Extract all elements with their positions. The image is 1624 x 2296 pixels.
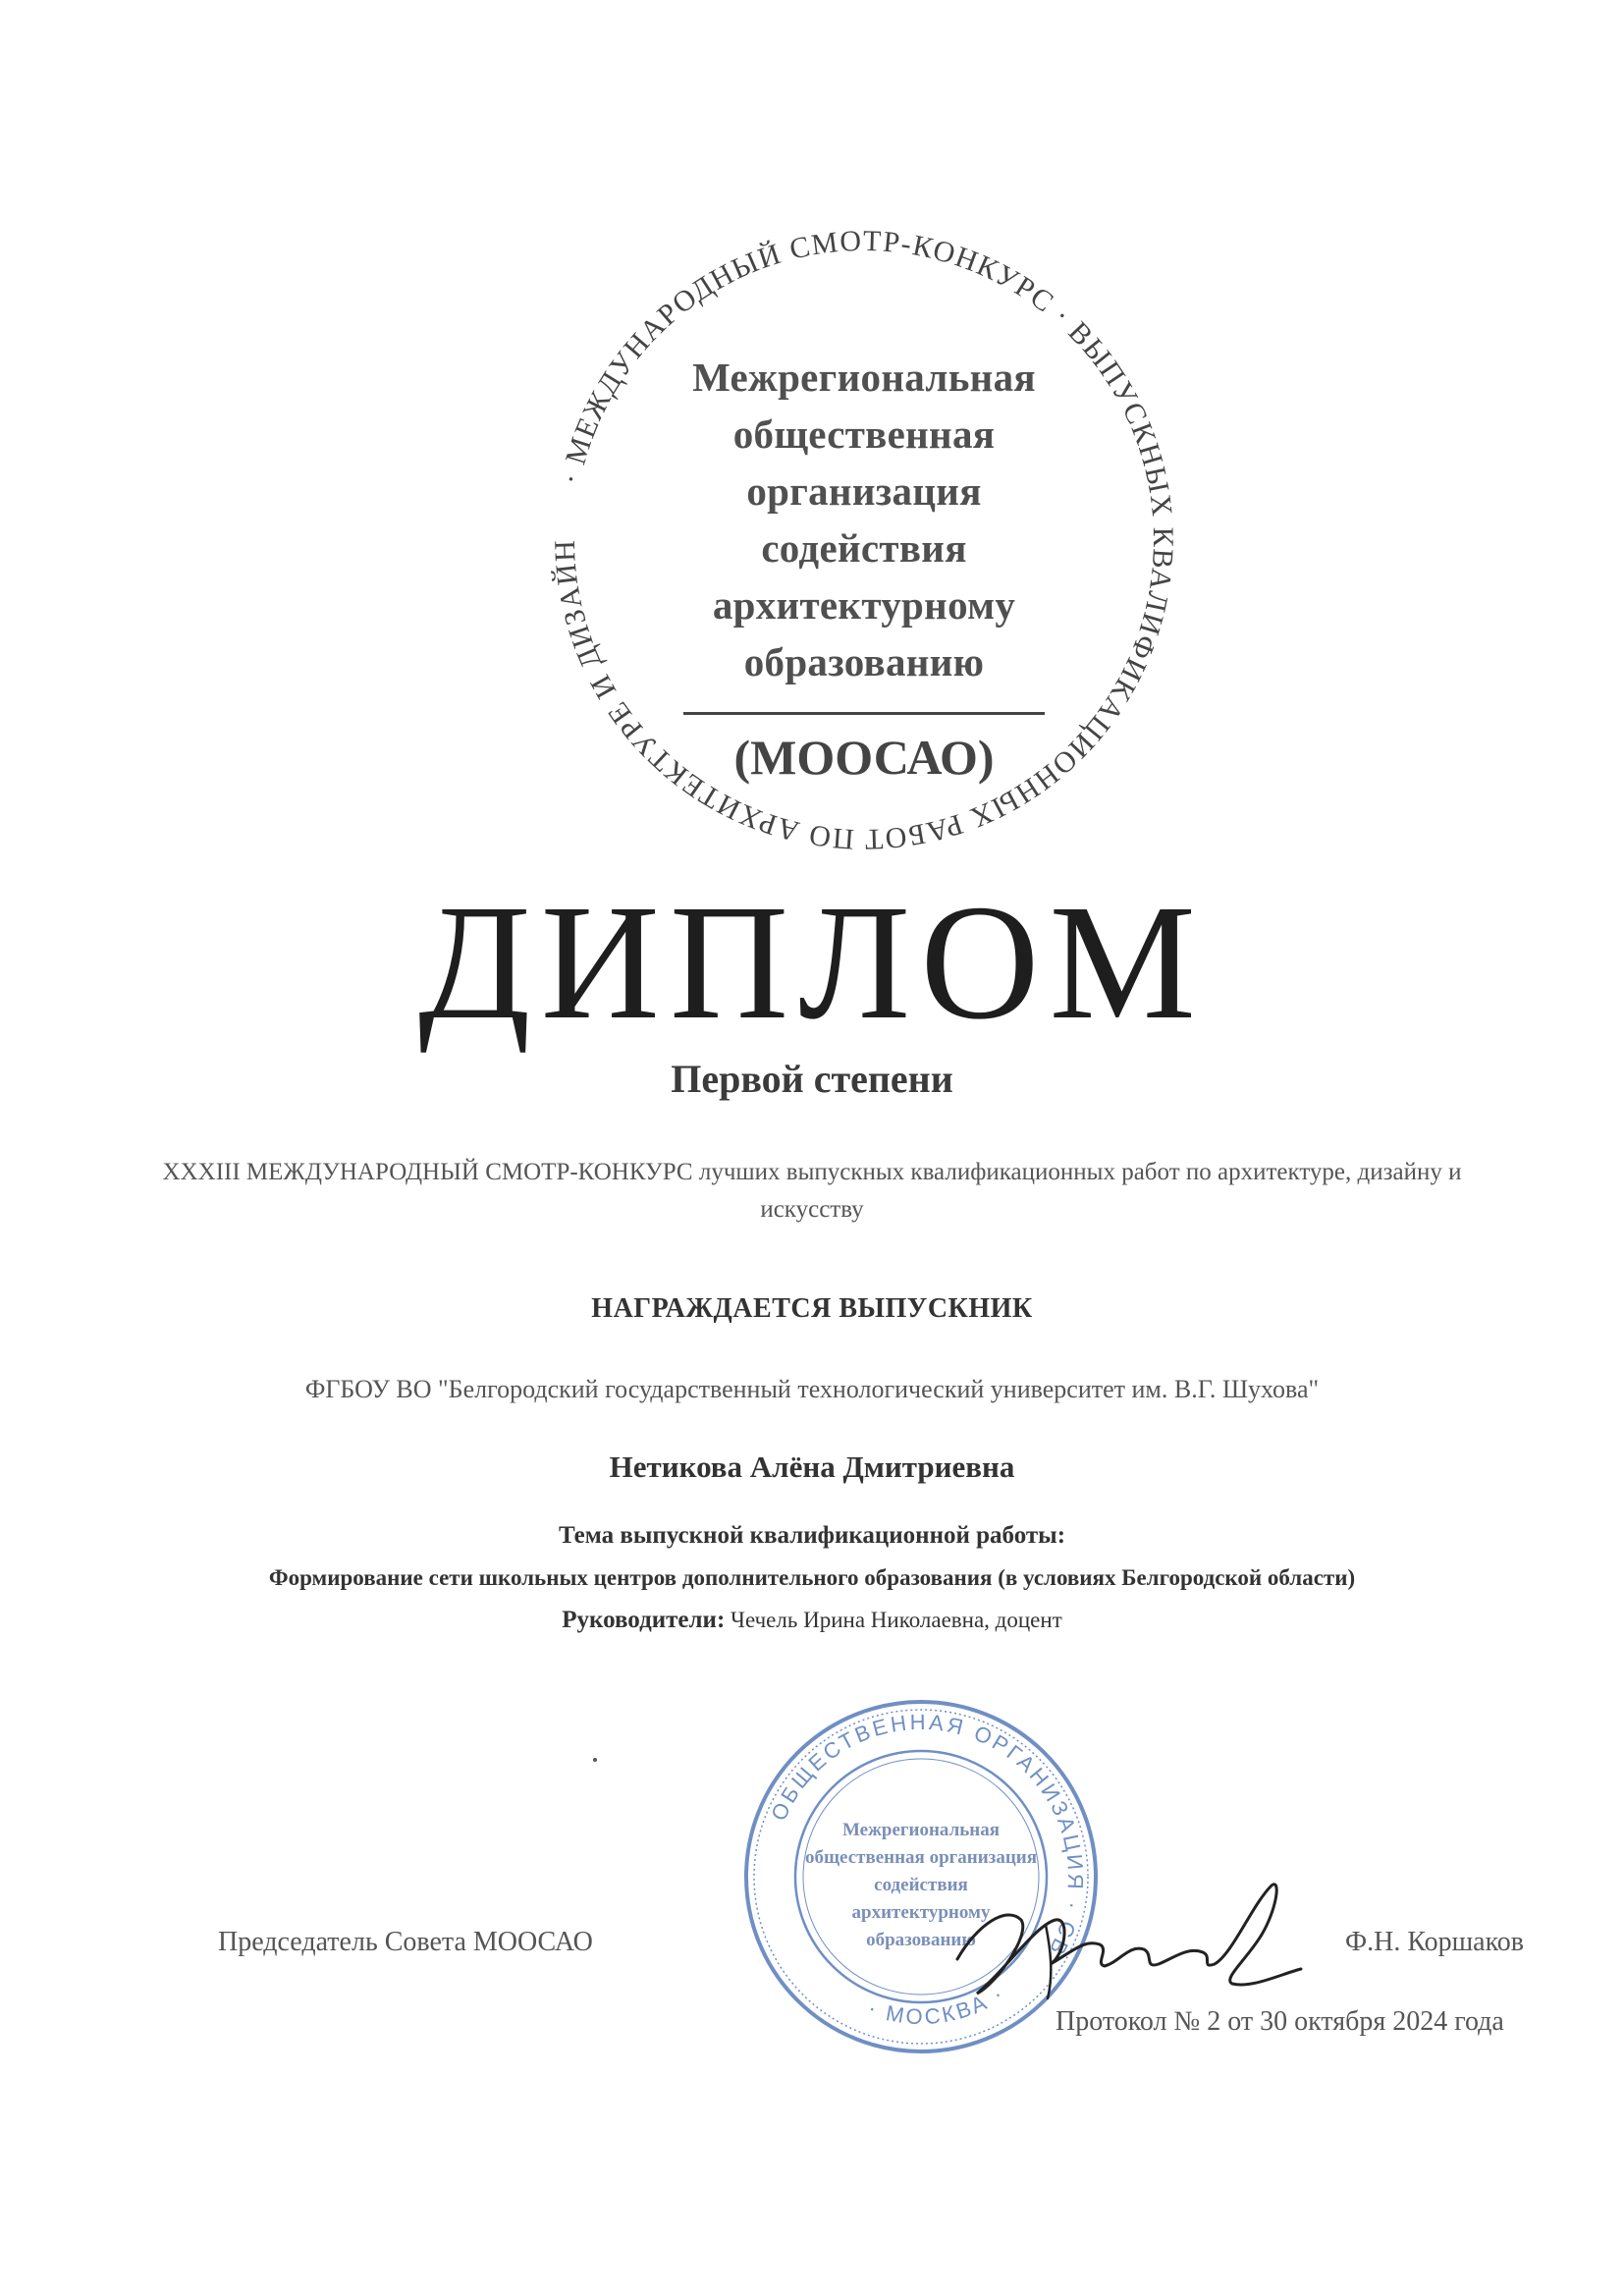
stamp-city-text: · МОСКВА · [865,1980,1010,2030]
stamp-line: общественная организация [805,1847,1037,1868]
protocol-reference: Протокол № 2 от 30 октября 2024 года [1056,2006,1504,2037]
stamp-ring-text: ОБЩЕСТВЕННАЯ ОРГАНИЗАЦИЯ · СВ [766,1709,1089,1962]
thesis-topic: Формирование сети школьных центров дополнительного образования (в условиях Белгородской области) [268,1565,1356,1590]
org-line: содействия [761,525,967,571]
stamp-line: содействия [874,1875,968,1895]
stamp-line: Межрегиональная [841,1820,1000,1840]
divider [683,712,1045,715]
org-line: организация [746,468,982,514]
scan-speck [593,1758,597,1762]
stamp-line: архитектурному [851,1902,991,1923]
signer-name: Ф.Н. Коршаков [1345,1927,1525,1957]
org-line: Межрегиональная [692,355,1036,400]
awarded-heading: НАГРАЖДАЕТСЯ ВЫПУСКНИК [591,1293,1033,1324]
contest-description: XXXIII МЕЖДУНАРОДНЫЙ СМОТР-КОНКУРС лучших выпускных квалификационных работ по архитектуре, дизайну и искусству [162,1159,1462,1223]
supervisor-line [0,1607,1624,1634]
recipient-name: Нетикова Алёна Дмитриевна [609,1449,1015,1484]
handwritten-signature [938,1866,1311,2013]
org-line: образованию [743,639,985,684]
organization-name [609,349,1119,786]
chairman-title: Председатель Совета МООСАО [218,1927,593,1957]
org-line: общественная [732,411,996,457]
emblem-ring-text: · МЕЖДУНАРОДНЫЙ СМОТР-КОНКУРС · ВЫПУСКНЫХ КВАЛИФИКАЦИОННЫХ РАБОТ ПО АРХИТЕКТУРЕ И ДИЗАЙН [548,224,1180,856]
document-title: ДИПЛОМ [418,871,1206,1054]
org-line: архитектурному [712,582,1016,628]
thesis-topic-label: Тема выпускной квалификационной работы: [558,1522,1066,1549]
supervisor-name: Чечель Ирина Николаевна, доцент [731,1608,1062,1632]
stamp-line: образованию [866,1930,976,1950]
org-abbreviation: (МООСАО) [733,730,995,785]
university-name: ФГБОУ ВО "Белгородский государственный технологический университет им. В.Г. Шухова" [304,1375,1320,1403]
supervisor-label: Руководители: [562,1607,726,1633]
diploma-degree: Первой степени [671,1057,953,1101]
